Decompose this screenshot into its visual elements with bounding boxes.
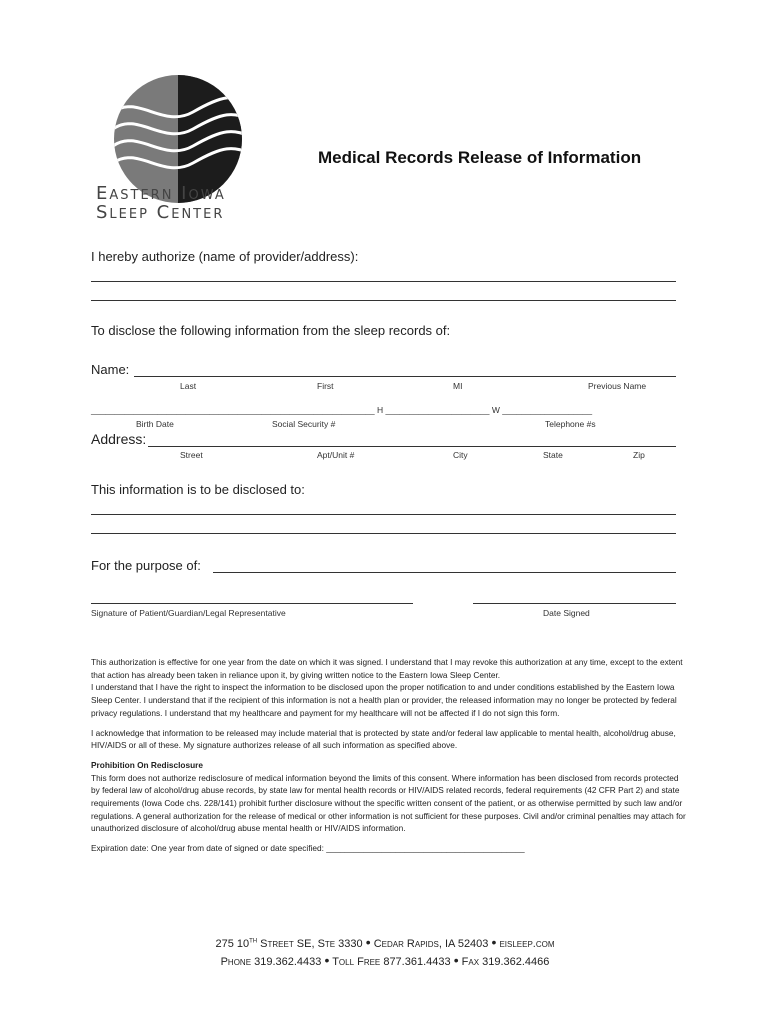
bullet-icon: • bbox=[491, 934, 497, 950]
signature-line[interactable] bbox=[91, 603, 413, 604]
address-sub-zip: Zip bbox=[633, 450, 645, 460]
id-row-line[interactable]: ____________________________________________________________ H ______________________ W ___________________ bbox=[91, 405, 593, 415]
form-title: Medical Records Release of Information bbox=[318, 148, 642, 167]
bullet-icon: • bbox=[453, 952, 459, 968]
disclose-from-label: To disclose the following information from the sleep records of: bbox=[91, 323, 451, 338]
disclosed-to-line-2[interactable] bbox=[91, 533, 676, 534]
authorize-line-2[interactable] bbox=[91, 300, 676, 301]
purpose-line[interactable] bbox=[213, 572, 676, 573]
authorize-line-1[interactable] bbox=[91, 281, 676, 282]
name-sub-previous: Previous Name bbox=[588, 381, 647, 391]
date-signed-label: Date Signed bbox=[543, 608, 590, 618]
id-sub-birth: Birth Date bbox=[136, 419, 174, 429]
authorize-label: I hereby authorize (name of provider/address): bbox=[91, 249, 359, 264]
name-sub-first: First bbox=[317, 381, 334, 391]
date-signed-line[interactable] bbox=[473, 603, 676, 604]
footer-street: 275 10TH Street SE, Ste 3330 bbox=[215, 938, 363, 950]
legal-text bbox=[91, 656, 686, 855]
logo-line-1: Eastern Iowa bbox=[96, 183, 226, 204]
footer-address-line bbox=[0, 934, 770, 950]
footer-fax: Fax 319.362.4466 bbox=[461, 956, 550, 968]
signature-label: Signature of Patient/Guardian/Legal Representative bbox=[91, 608, 286, 618]
address-sub-street: Street bbox=[180, 450, 203, 460]
bullet-icon: • bbox=[365, 934, 371, 950]
name-line[interactable] bbox=[134, 376, 676, 377]
name-sub-last: Last bbox=[180, 381, 197, 391]
address-sub-apt: Apt/Unit # bbox=[317, 450, 355, 460]
name-label: Name: bbox=[91, 362, 130, 377]
bullet-icon: • bbox=[324, 952, 330, 968]
footer-website[interactable]: eisleep.com bbox=[499, 938, 555, 950]
address-sub-state: State bbox=[543, 450, 563, 460]
purpose-label: For the purpose of: bbox=[91, 558, 201, 573]
footer-phone-line bbox=[0, 952, 770, 968]
legal-para-2: I understand that I have the right to inspect the information to be disclosed upon the proper notification to and under conditions established by the Eastern Iowa Sleep Center. I understand that if the recipient of this information is not a health plan or provider, the released information may no longer be protected by federal privacy regulations. I understand that my healthcare and payment for my healthcare will not be affected if I do not sign this form. bbox=[91, 682, 677, 718]
prohibition-text: This form does not authorize redisclosure of medical information beyond the limits of this consent. Where information has been disclosed from records protected by federal law of alcohol/drug abuse records, by state law for mental health records or HIV/AIDS related records, federal requirements (42 CFR Part 2) and state requirements (Iowa Code chs. 228/141) prohibit further disclosure without the specific written consent of the patient, or as otherwise permitted by such law and/or regulations. A general authorization for the release of medical or other information is not sufficient for these purposes. Civil and/or criminal penalties may attach for unauthorized disclosure of alcohol/drug abuse mental health or HIV/AIDS information. bbox=[91, 772, 686, 834]
legal-para-1: This authorization is effective for one year from the date on which it was signed. I understand that I may revoke this authorization at any time, except to the extent that action has already been taken in reliance upon it, by giving written notice to the Eastern Iowa Sleep Center. bbox=[91, 657, 683, 680]
address-label: Address: bbox=[91, 431, 147, 447]
footer-city: Cedar Rapids, IA 52403 bbox=[373, 938, 489, 950]
id-sub-phone: Telephone #s bbox=[545, 419, 596, 429]
name-sub-mi: MI bbox=[453, 381, 463, 391]
disclosed-to-label: This information is to be disclosed to: bbox=[91, 482, 305, 497]
logo-line-2: Sleep Center bbox=[96, 202, 225, 223]
footer-toll-free: Toll Free 877.361.4433 bbox=[332, 956, 451, 968]
id-sub-ssn: Social Security # bbox=[272, 419, 336, 429]
prohibition-heading: Prohibition On Redisclosure bbox=[91, 759, 204, 770]
expiration-line[interactable]: Expiration date: One year from date of signed or date specified: ___________________________________________ bbox=[91, 843, 525, 854]
footer-phone: Phone 319.362.4433 bbox=[220, 956, 322, 968]
address-sub-city: City bbox=[453, 450, 468, 460]
legal-para-3: I acknowledge that information to be released may include material that is protected by state and/or federal law applicable to mental health, alcohol/drug abuse, HIV/AIDS or all of these. My signature authorizes release of all such information as specified above. bbox=[91, 727, 676, 751]
address-line[interactable] bbox=[148, 446, 676, 447]
disclosed-to-line-1[interactable] bbox=[91, 514, 676, 515]
